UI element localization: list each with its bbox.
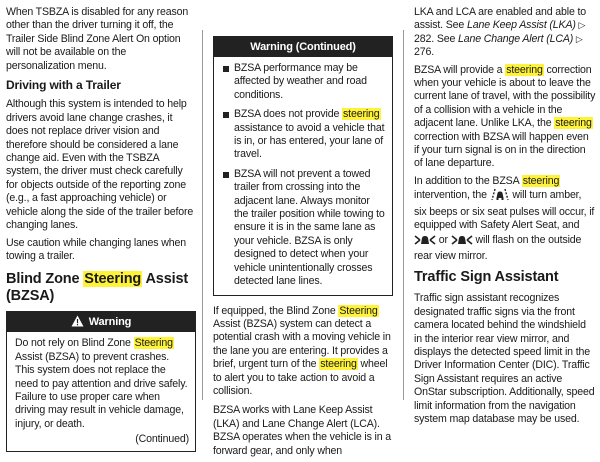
para-highlight: steering xyxy=(522,174,560,187)
side-blind-zone-car-icon xyxy=(451,233,473,250)
heading-text-start: Blind Zone xyxy=(6,271,84,288)
warning-highlight: Steering xyxy=(134,337,173,350)
lka-lca-paragraph xyxy=(414,6,596,60)
middle-column xyxy=(213,36,393,462)
para-text: wheel to alert you to take action to avoid a collision. xyxy=(213,358,388,397)
para-highlight: steering xyxy=(555,117,592,130)
warning-continued-body xyxy=(214,57,392,295)
para-text: . See xyxy=(431,32,459,45)
lka-reference-link[interactable]: Lane Keep Assist (LKA) xyxy=(466,19,576,32)
para-text: will turn amber, six beeps or six seat pulses will occur, if equipped with Safety Alert Seat, and xyxy=(414,189,595,232)
warning-triangle-icon xyxy=(71,314,84,334)
column-divider-right xyxy=(403,30,404,400)
para-highlight: steering xyxy=(320,358,357,371)
para-text: Assist (BZSA) system can detect a potential crash with a moving vehicle in the lane you are entering. It provides a brief, urgent turn of the xyxy=(213,317,391,371)
warning-box xyxy=(6,311,196,451)
page-reference-arrow-icon: ▷ xyxy=(578,20,586,31)
tsbza-intro-paragraph: When TSBZA is disabled for any reason other than the driver turning it off, the Trailer Side Blind Zone Alert On option will not be available on the personalization menu. xyxy=(6,6,189,72)
bzsa-works-with-paragraph: BZSA works with Lane Keep Assist (LKA) and Lane Change Alert (LCA). BZSA operates when the vehicle is in a forward gear, and only when xyxy=(213,404,392,457)
lca-reference-link[interactable]: Lane Change Alert (LCA) xyxy=(458,32,574,45)
warning-text-start: Do not rely on Blind Zone xyxy=(15,337,134,350)
warning-text-end: Assist (BZSA) to prevent crashes. This system does not replace the need to pay attention and drive safely. Failure to use proper care when driving may result in vehicle damage, injury, or death. xyxy=(15,350,188,430)
lca-page-number: 276 xyxy=(414,46,432,59)
para-highlight: steering xyxy=(506,63,543,76)
para-highlight: Steering xyxy=(339,304,378,317)
trailer-paragraph: Although this system is intended to help drivers avoid lane change crashes, it does not replace driver vision and therefore should be considered a lane change aid. Even with the TSBZA system, the driver must check carefully for objects outside of the reporting zone (e.g., a fast approaching vehicle) or vehicle along the side of the trailer before changing lanes. xyxy=(6,98,194,232)
para-text: correction when your vehicle is about to leave the current lane of travel, with the possibility of a collision with a vehicle in the adjacent lane. Unlike LKA, the xyxy=(414,63,596,130)
warning-title: Warning xyxy=(88,316,132,329)
warning-bullet-steering xyxy=(222,108,386,162)
traffic-sign-assistant-paragraph: Traffic sign assistant recognizes designated traffic signs via the front camera located behind the windshield in the interior rear view mirror, and displays the detected speed limit in the Driver Information Center (DIC). Traffic Sign Assistant requires an active OnStar subscription. Additionally, speed limit information from the navigation system map database may be used. xyxy=(414,292,595,425)
column-divider-left xyxy=(202,30,203,400)
lane-departure-car-icon xyxy=(490,188,510,205)
bullet-text-start: BZSA does not provide xyxy=(234,108,343,121)
traffic-sign-assistant-heading: Traffic Sign Assistant xyxy=(414,269,559,286)
heading-text-end: Assist (BZSA) xyxy=(6,271,189,305)
right-column xyxy=(414,6,596,430)
para-text: . xyxy=(431,46,435,59)
warning-body xyxy=(7,332,195,450)
steering-correction-paragraph xyxy=(414,64,596,171)
warning-header xyxy=(7,312,195,332)
page-reference-arrow-icon: ▷ xyxy=(575,33,583,44)
para-text: will flash on the outside rear view mirror. xyxy=(414,233,582,262)
bzsa-section-heading xyxy=(6,271,196,305)
para-text: If equipped, the Blind Zone xyxy=(213,304,339,317)
para-text: or xyxy=(436,233,451,246)
warning-bullet-trailer: BZSA will not prevent a towed trailer from crossing into the adjacent lane. Always monitor the trailer position while towing to ensure it is in the same lane as your vehicle. BZSA is only designed to detect when your vehicle unintentionally crosses detected lane lines. xyxy=(222,168,386,289)
driving-with-trailer-heading: Driving with a Trailer xyxy=(6,78,121,93)
caution-paragraph: Use caution while changing lanes when towing a trailer. xyxy=(6,236,186,262)
lka-page-number: 282 xyxy=(414,32,432,45)
heading-highlight: Steering xyxy=(84,271,142,288)
para-text: In addition to the BZSA xyxy=(414,174,522,187)
para-text: correction with BZSA will happen even if your turn signal is on in the direction of lane departure. xyxy=(414,130,589,170)
left-column xyxy=(6,6,196,452)
bullet-text-end: assistance to avoid a vehicle that is in, or has entered, your lane of travel. xyxy=(234,121,385,161)
para-text: BZSA will provide a xyxy=(414,63,506,76)
bzsa-description-paragraph xyxy=(213,305,393,399)
para-text: intervention, the xyxy=(414,189,490,202)
side-blind-zone-car-icon xyxy=(414,233,436,250)
bullet-highlight: steering xyxy=(343,108,380,121)
warning-continued-box xyxy=(213,36,393,296)
warning-bullet-weather: BZSA performance may be affected by weather and road conditions. xyxy=(222,62,386,102)
continued-label: (Continued) xyxy=(135,433,189,446)
intervention-paragraph xyxy=(414,175,596,263)
para-text: LKA and LCA are enabled and able to assist. See xyxy=(414,6,587,32)
warning-continued-header: Warning (Continued) xyxy=(214,37,392,57)
